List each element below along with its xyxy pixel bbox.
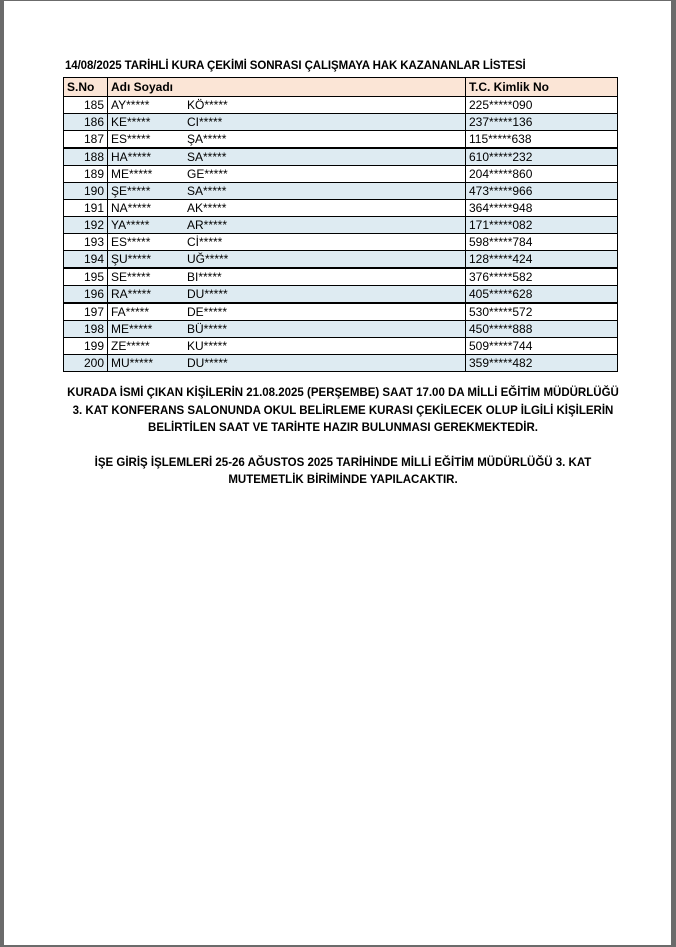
row-first-name-masked: ES***** (111, 132, 151, 146)
notices-section (65, 385, 621, 490)
row-first-name-masked: FA***** (111, 305, 150, 319)
table-row (64, 303, 618, 321)
table-row (64, 286, 618, 304)
row-tc-number-masked: 450*****888 (466, 321, 618, 338)
row-tc-number-masked: 115*****638 (466, 131, 618, 149)
row-last-name-masked: DU***** (187, 356, 228, 370)
row-serial-number: 185 (64, 97, 108, 114)
row-full-name (108, 131, 466, 149)
row-full-name (108, 217, 466, 234)
row-full-name (108, 321, 466, 338)
row-first-name-masked: HA***** (111, 150, 152, 164)
row-serial-number: 191 (64, 200, 108, 217)
table-row (64, 338, 618, 355)
row-first-name-masked: SE***** (111, 270, 151, 284)
row-tc-number-masked: 610*****232 (466, 148, 618, 166)
row-serial-number: 199 (64, 338, 108, 355)
row-first-name-masked: AY***** (111, 98, 150, 112)
row-first-name-masked: NA***** (111, 201, 152, 215)
table-row (64, 97, 618, 114)
document-title: 14/08/2025 TARİHLİ KURA ÇEKİMİ SONRASI ÇALIŞMAYA HAK KAZANANLAR LİSTESİ (65, 60, 526, 72)
row-first-name-masked: YA***** (111, 218, 150, 232)
row-serial-number: 197 (64, 303, 108, 321)
table-row (64, 166, 618, 183)
table-row (64, 355, 618, 372)
row-serial-number: 187 (64, 131, 108, 149)
row-tc-number-masked: 473*****966 (466, 183, 618, 200)
table-row (64, 321, 618, 338)
row-tc-number-masked: 359*****482 (466, 355, 618, 372)
row-last-name-masked: DU***** (187, 287, 228, 301)
row-first-name-masked: KE***** (111, 115, 151, 129)
row-serial-number: 190 (64, 183, 108, 200)
row-full-name (108, 355, 466, 372)
row-tc-number-masked: 598*****784 (466, 234, 618, 251)
row-full-name (108, 286, 466, 304)
winners-table (63, 77, 618, 372)
row-tc-number-masked: 128*****424 (466, 251, 618, 269)
row-tc-number-masked: 225*****090 (466, 97, 618, 114)
row-full-name (108, 114, 466, 131)
row-tc-number-masked: 171*****082 (466, 217, 618, 234)
row-last-name-masked: BÜ***** (187, 322, 228, 336)
row-serial-number: 188 (64, 148, 108, 166)
header-tc-id-no: T.C. Kimlik No (466, 78, 618, 97)
table-row (64, 251, 618, 269)
row-full-name (108, 251, 466, 269)
row-full-name (108, 303, 466, 321)
row-last-name-masked: KÖ***** (187, 98, 228, 112)
row-last-name-masked: KU***** (187, 339, 228, 353)
row-full-name (108, 234, 466, 251)
row-first-name-masked: ME***** (111, 322, 153, 336)
row-tc-number-masked: 530*****572 (466, 303, 618, 321)
row-full-name (108, 97, 466, 114)
table-header-row (64, 78, 618, 97)
row-last-name-masked: ŞA***** (187, 132, 227, 146)
row-serial-number: 198 (64, 321, 108, 338)
row-first-name-masked: RA***** (111, 287, 152, 301)
row-serial-number: 195 (64, 268, 108, 286)
row-full-name (108, 268, 466, 286)
row-last-name-masked: Cİ***** (187, 235, 223, 249)
table-row (64, 148, 618, 166)
table-row (64, 114, 618, 131)
row-last-name-masked: SA***** (187, 184, 227, 198)
document-page (4, 1, 671, 945)
table-row (64, 234, 618, 251)
row-tc-number-masked: 237*****136 (466, 114, 618, 131)
row-full-name (108, 183, 466, 200)
row-last-name-masked: CI***** (187, 115, 223, 129)
row-serial-number: 200 (64, 355, 108, 372)
notice-school-lottery: KURADA İSMİ ÇIKAN KİŞİLERİN 21.08.2025 (PERŞEMBE) SAAT 17.00 DA MİLLİ EĞİTİM MÜDÜRLÜĞÜ 3. KAT KONFERANS SALONUNDA OKUL BELİRLEME KURASI ÇEKİLECEK OLUP İLGİLİ KİŞİLERİN BELİRTİLEN SAAT VE TARİHTE HAZIR BULUNMASI GEREKMEKTEDİR. (67, 387, 619, 434)
row-first-name-masked: ES***** (111, 235, 151, 249)
row-first-name-masked: ŞU***** (111, 252, 152, 266)
row-full-name (108, 200, 466, 217)
row-full-name (108, 148, 466, 166)
row-serial-number: 192 (64, 217, 108, 234)
table-row (64, 217, 618, 234)
row-serial-number: 193 (64, 234, 108, 251)
row-last-name-masked: BI***** (187, 270, 222, 284)
row-first-name-masked: ZE***** (111, 339, 150, 353)
row-last-name-masked: AK***** (187, 201, 227, 215)
row-last-name-masked: SA***** (187, 150, 227, 164)
table-row (64, 131, 618, 149)
table-row (64, 268, 618, 286)
row-full-name (108, 338, 466, 355)
header-serial-no: S.No (64, 78, 108, 97)
row-serial-number: 189 (64, 166, 108, 183)
row-serial-number: 186 (64, 114, 108, 131)
row-serial-number: 196 (64, 286, 108, 304)
notice-job-entry: İŞE GİRİŞ İŞLEMLERİ 25-26 AĞUSTOS 2025 TARİHİNDE MİLLİ EĞİTİM MÜDÜRLÜĞÜ 3. KAT MUTEMETLİK BİRİMİNDE YAPILACAKTIR. (94, 456, 592, 486)
row-last-name-masked: DE***** (187, 305, 228, 319)
table-row (64, 200, 618, 217)
row-tc-number-masked: 364*****948 (466, 200, 618, 217)
row-last-name-masked: UĞ***** (187, 252, 229, 266)
table-row (64, 183, 618, 200)
row-full-name (108, 166, 466, 183)
row-tc-number-masked: 376*****582 (466, 268, 618, 286)
row-first-name-masked: ŞE***** (111, 184, 151, 198)
row-serial-number: 194 (64, 251, 108, 269)
header-full-name: Adı Soyadı (108, 78, 466, 97)
row-tc-number-masked: 509*****744 (466, 338, 618, 355)
row-first-name-masked: ME***** (111, 167, 153, 181)
row-tc-number-masked: 405*****628 (466, 286, 618, 304)
row-first-name-masked: MU***** (111, 356, 154, 370)
row-last-name-masked: AR***** (187, 218, 228, 232)
row-tc-number-masked: 204*****860 (466, 166, 618, 183)
row-last-name-masked: GE***** (187, 167, 228, 181)
